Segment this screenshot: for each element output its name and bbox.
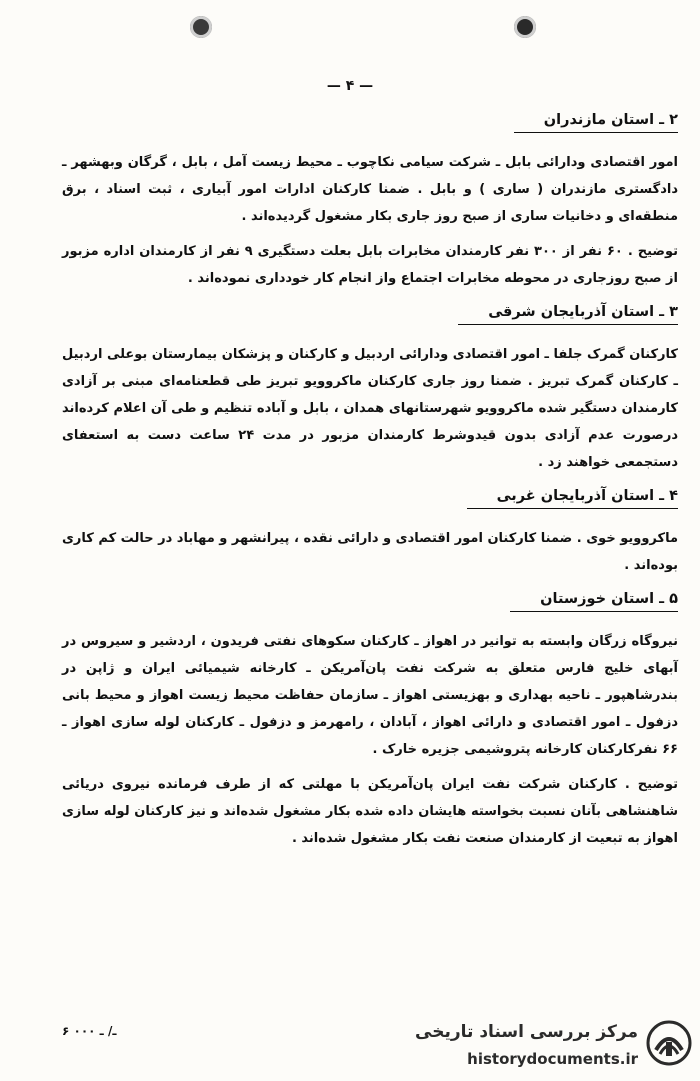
paragraph: امور اقتصادی ودارائی بابل ـ شرکت سیامی نکاچوب ـ محیط زیست آمل ، بابل ، گرگان وبهشهر ـ دادگستری مازندران ( ساری ) و بابل . ضمنا کارکنان ادارات امور آبیاری ، ثبت اسناد ، برق منطقه‌ای و دخانیات ساری از صبح روز جاری بکار مشغول گردیده‌اند . <box>62 155 678 224</box>
paragraph: توضیح . کارکنان شرکت نفت ایران پان‌آمریکن با مهلتی که از طرف فرمانده نیروی دریائی شاهنشاهی بآنان نسبت بخواسته هایشان داده شده بکار مشغول شده‌اند و نیز کارکنان لوله سازی اهواز به تبعیت از کارمندان صنعت نفت بکار مشغول شده‌اند . <box>62 777 678 846</box>
document-body <box>62 108 678 860</box>
page-number: — ۴ — <box>326 78 374 94</box>
section-heading: ۲ ـ استان مازندران <box>514 112 678 133</box>
watermark <box>408 1018 692 1076</box>
watermark-title: مرکز بررسی اسناد تاریخی <box>415 1022 638 1042</box>
paragraph: ماکروویو خوی . ضمنا کارکنان امور اقتصادی و دارائی نقده ، پیرانشهر و مهاباد در حالت کم کاری بوده‌اند . <box>62 531 678 573</box>
punch-hole-left-icon <box>190 16 212 38</box>
section-khuzestan <box>62 587 678 852</box>
footer-code: ۶ ـ/ ـ ۰۰۰ <box>62 1024 117 1038</box>
section-heading: ۳ ـ استان آذربایجان شرقی <box>458 304 678 325</box>
section-heading: ۴ ـ استان آذربایجان غربی <box>467 488 678 509</box>
paragraph: نیروگاه زرگان وابسته به توانیر در اهواز ـ کارکنان سکوهای نفتی فریدون ، اردشیر و سیروس در آبهای خلیج فارس متعلق به شرکت نفت پان‌آمریکن ـ کارخانه شیمیائی ایران و ژاپن در بندرشاهپور ـ ناحیه بهداری و بهزیستی اهواز ـ سازمان حفاظت محیط زیست اهواز و محیط بانی دزفول ـ امور اقتصادی و دارائی اهواز ، آبادان ، رامهرمز و دزفول ـ کارکنان لوله سازی اهواز ـ ۶۶ نفرکارکنان کارخانه پتروشیمی جزیره خارک . <box>62 634 678 757</box>
section-east-azerbaijan <box>62 300 678 476</box>
paragraph: کارکنان گمرک جلفا ـ امور اقتصادی ودارائی اردبیل و کارکنان و پزشکان بیمارستان بوعلی اردبیل ـ کارکنان گمرک تبریز . ضمنا روز جاری کارکنان ماکروویو تبریز طی قطعنامه‌ای مبنی بر آزادی کارمندان دستگیر شده ماکروویو شهرستانهای همدان ، بابل و آباده تنظیم و طی آن اعلام کرده‌اند درصورت عدم آزادی بدون قیدوشرط کارمندان مزبور در مدت ۲۴ ساعت دست به استعفای دستجمعی خواهند زد . <box>62 347 679 470</box>
archive-seal-icon <box>646 1020 692 1066</box>
section-west-azerbaijan <box>62 484 678 579</box>
section-heading: ۵ ـ استان خوزستان <box>510 591 678 612</box>
watermark-url[interactable]: historydocuments.ir <box>467 1050 638 1068</box>
paragraph: توضیح . ۶۰ نفر از ۳۰۰ نفر کارمندان مخابرات بابل بعلت دستگیری ۹ نفر از کارمندان اداره مزبور از صبح روزجاری در محوطه مخابرات اجتماع واز انجام کار خودداری نموده‌اند . <box>62 244 678 286</box>
section-mazandaran <box>62 108 678 292</box>
punch-hole-right-icon <box>514 16 536 38</box>
